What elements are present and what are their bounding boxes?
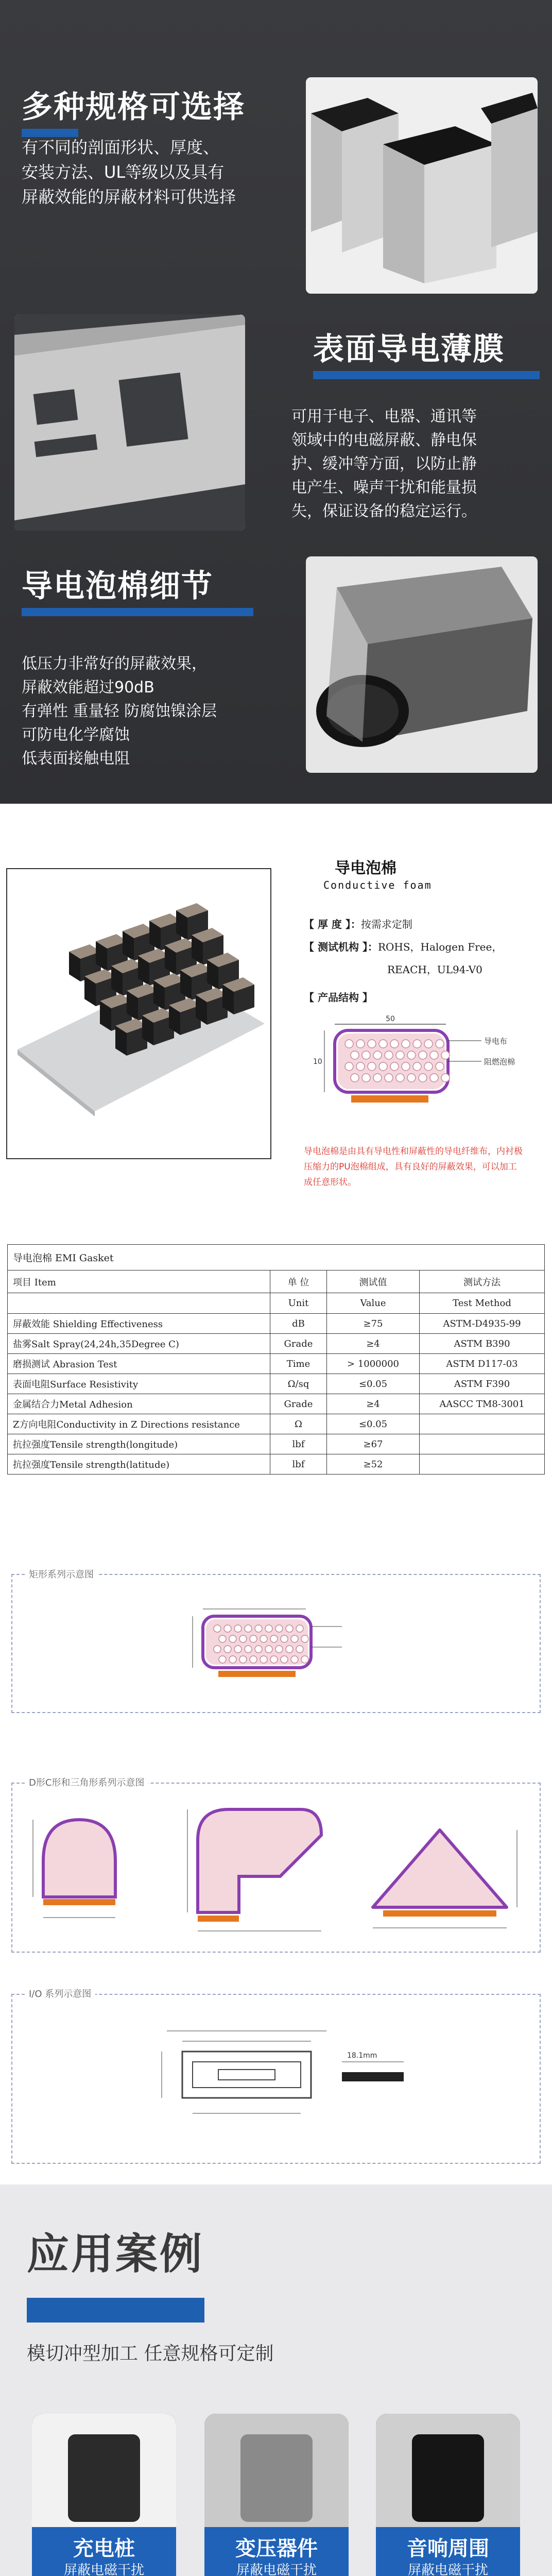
structure-side: 10 xyxy=(313,1058,322,1066)
table-cell-unit: Ω xyxy=(270,1414,327,1434)
spec-label: 【 产品结构 】 xyxy=(304,991,373,1004)
spec-value: ROHS，Halogen Free， xyxy=(377,941,503,953)
spec-label: 【 测试机构 】： xyxy=(304,941,378,953)
table-cell-unit: Ω/sq xyxy=(270,1374,327,1394)
table-cell-unit: Grade xyxy=(270,1334,327,1354)
table-header2-method: Test Method xyxy=(420,1293,545,1314)
table-row xyxy=(8,1394,545,1414)
section3-body xyxy=(22,652,217,771)
section3-line: 屏蔽效能超过90dB xyxy=(22,679,154,697)
table-caption: 导电泡棉 EMI Gasket xyxy=(8,1245,545,1270)
spec-label: 【 厚 度 】： xyxy=(304,918,361,930)
section2-line: 领域中的电磁屏蔽、静电保 xyxy=(291,431,477,449)
table-header-value: 测试值 xyxy=(327,1270,420,1293)
table-cell-item: 磨损测试 Abrasion Test xyxy=(8,1354,270,1374)
d-c-triangle-series-diagram xyxy=(11,1783,541,1953)
application-card-line: 屏蔽电磁干扰 xyxy=(236,2563,317,2576)
section3-line: 可防电化学腐蚀 xyxy=(22,726,130,744)
table-cell-value: ≥67 xyxy=(327,1434,420,1454)
section2-line: 电产生、噪声干扰和能量损 xyxy=(291,479,477,497)
table-header2-item xyxy=(8,1293,270,1314)
application-card-title: 音响周围 xyxy=(407,2537,489,2561)
table-cell-unit: lbf xyxy=(270,1454,327,1475)
table-cell-method xyxy=(420,1434,545,1454)
section1-line: 有不同的剖面形状、厚度、 xyxy=(22,138,220,157)
table-cell-item: 抗拉强度Tensile strength(longitude) xyxy=(8,1434,270,1454)
product-red-note: 导电泡棉是由具有导电性和屏蔽性的导电纤维布，内衬极压缩力的PU泡棉组成，具有良好的屏蔽效果，可以加工成任意形状。 xyxy=(304,1146,523,1188)
section2-line: 可用于电子、电器、通讯等 xyxy=(291,408,477,426)
table-cell-item: 盐雾Salt Spray(24,24h,35Degree C) xyxy=(8,1334,270,1354)
table-header-unit: 单 位 xyxy=(270,1270,327,1293)
table-cell-item: 屏蔽效能 Shielding Effectiveness xyxy=(8,1314,270,1334)
table-header-row xyxy=(8,1270,545,1293)
table-row xyxy=(8,1354,545,1374)
application-card-line: 屏蔽电磁干扰 xyxy=(63,2563,144,2576)
diecut-sheet-photo xyxy=(14,314,245,531)
table-cell-method: ASTM F390 xyxy=(420,1374,545,1394)
section2-accent-bar xyxy=(313,371,540,379)
table-cell-method: AASCC TM8-3001 xyxy=(420,1394,545,1414)
application-card-title: 变压器件 xyxy=(235,2537,318,2561)
table-row xyxy=(8,1434,545,1454)
section3-line: 低表面接触电阻 xyxy=(22,750,130,768)
spec-test-agency xyxy=(304,939,502,954)
structure-label-cloth: 导电布 xyxy=(484,1037,508,1046)
application-card xyxy=(32,2414,176,2576)
table-cell-item: 表面电阻Surface Resistivity xyxy=(8,1374,270,1394)
section1-line: 安装方法、UL等级以及具有 xyxy=(22,162,225,182)
table-cell-value: ≥4 xyxy=(327,1394,420,1414)
section3-accent-bar xyxy=(22,608,253,616)
table-header-item: 项目 Item xyxy=(8,1270,270,1293)
table-cell-value: ≥52 xyxy=(327,1454,420,1475)
application-title: 应用案例 xyxy=(27,2230,204,2279)
spec-thickness xyxy=(304,916,412,931)
spec-value: REACH，UL94-V0 xyxy=(387,963,482,976)
section1-title: 多种规格可选择 xyxy=(22,89,245,125)
section2-line: 护、缓冲等方面，以防止静 xyxy=(291,455,477,473)
table-cell-method xyxy=(420,1414,545,1434)
box3-caption: I/O 系列示意图 xyxy=(25,1987,95,2000)
table-row xyxy=(8,1314,545,1334)
table-row xyxy=(8,1374,545,1394)
rectangular-series-diagram xyxy=(11,1574,541,1713)
application-card xyxy=(204,2414,349,2576)
table-cell-value: ≥75 xyxy=(327,1314,420,1334)
table-cell-method: ASTM B390 xyxy=(420,1334,545,1354)
table-cell-value: ≥4 xyxy=(327,1334,420,1354)
io-series-diagram xyxy=(11,1994,541,2164)
spec-structure xyxy=(304,989,373,1004)
section3-title: 导电泡棉细节 xyxy=(22,568,213,604)
product-title-cn: 导电泡棉 xyxy=(335,859,396,877)
table-row xyxy=(8,1454,545,1475)
table-cell-unit: lbf xyxy=(270,1434,327,1454)
application-card-caption xyxy=(32,2527,176,2576)
box1-caption: 矩形系列示意图 xyxy=(25,1567,98,1581)
foam-blocks-photo xyxy=(306,77,538,294)
section2-body xyxy=(291,405,477,523)
application-card-caption xyxy=(204,2527,349,2576)
table-cell-item: 金属结合力Metal Adhesion xyxy=(8,1394,270,1414)
structure-dim: 50 xyxy=(386,1015,395,1023)
application-card-caption xyxy=(376,2527,520,2576)
table-cell-value: ≤0.05 xyxy=(327,1414,420,1434)
structure-diagram xyxy=(304,1010,525,1128)
table-cell-unit: Grade xyxy=(270,1394,327,1414)
structure-label-foam: 阻燃泡棉 xyxy=(484,1057,515,1066)
section3-line: 低压力非常好的屏蔽效果， xyxy=(22,655,207,673)
table-header2-unit: Unit xyxy=(270,1293,327,1314)
table-cell-unit: dB xyxy=(270,1314,327,1334)
application-accent-bar xyxy=(27,2298,204,2323)
section1-body xyxy=(22,135,236,209)
table-header-row2 xyxy=(8,1293,545,1314)
application-card-image xyxy=(32,2414,176,2532)
table-row xyxy=(8,1334,545,1354)
emi-spec-table xyxy=(7,1244,545,1475)
table-cell-item: 抗拉强度Tensile strength(latitude) xyxy=(8,1454,270,1475)
application-subtitle: 模切冲型加工 任意规格可定制 xyxy=(27,2343,274,2364)
box2-caption: D形C形和三角形系列示意图 xyxy=(25,1775,148,1789)
spec-value: 按需求定制 xyxy=(360,918,412,930)
table-cell-method: ASTM D117-03 xyxy=(420,1354,545,1374)
section2-title: 表面导电薄膜 xyxy=(313,331,505,367)
application-card-title: 充电桩 xyxy=(73,2537,135,2561)
application-card xyxy=(376,2414,520,2576)
dim-b-label: 18.1mm xyxy=(347,2052,377,2060)
application-card-image xyxy=(204,2414,349,2532)
application-card-line: 屏蔽电磁干扰 xyxy=(407,2563,488,2576)
table-header2-value: Value xyxy=(327,1293,420,1314)
product-title-en: Conductive foam xyxy=(323,879,432,891)
application-card-image xyxy=(376,2414,520,2532)
table-header-method: 测试方法 xyxy=(420,1270,545,1293)
table-caption-row xyxy=(8,1245,545,1270)
spec-test-agency-cont xyxy=(387,961,482,976)
table-cell-item: Z方向电阻Conductivity in Z Directions resistance xyxy=(8,1414,270,1434)
table-row xyxy=(8,1414,545,1434)
table-cell-method: ASTM-D4935-99 xyxy=(420,1314,545,1334)
table-cell-value: > 1000000 xyxy=(327,1354,420,1374)
section2-line: 失，保证设备的稳定运行。 xyxy=(291,502,477,520)
product-photo xyxy=(6,868,271,1159)
section3-line: 有弹性 重量轻 防腐蚀镍涂层 xyxy=(22,702,217,720)
section1-line: 屏蔽效能的屏蔽材料可供选择 xyxy=(22,187,236,207)
table-cell-unit: Time xyxy=(270,1354,327,1374)
foam-profile-photo xyxy=(306,556,538,773)
features-section xyxy=(0,0,552,804)
table-cell-value: ≤0.05 xyxy=(327,1374,420,1394)
table-cell-method xyxy=(420,1454,545,1475)
